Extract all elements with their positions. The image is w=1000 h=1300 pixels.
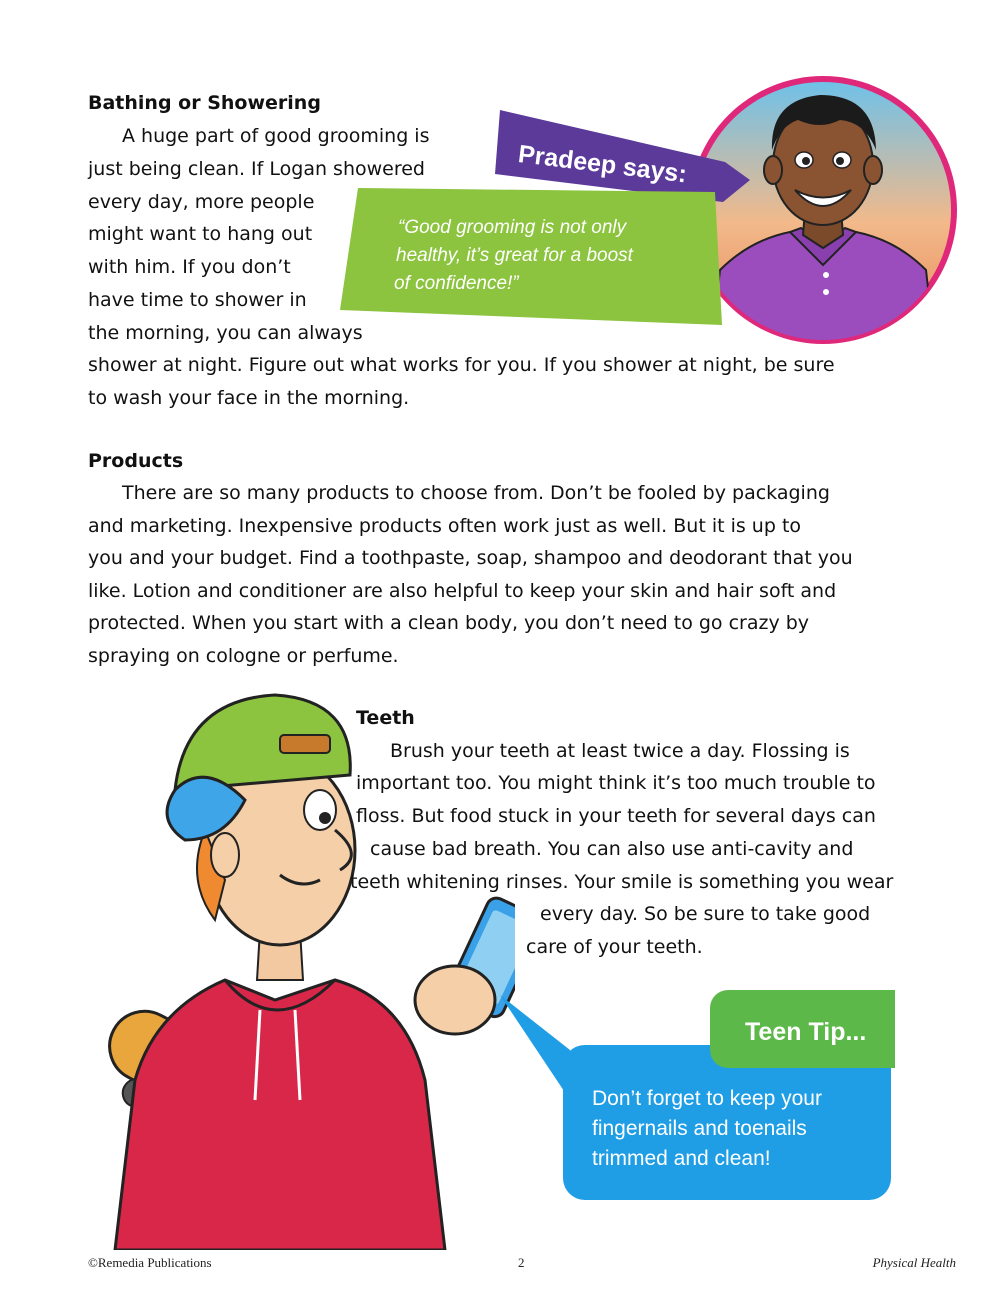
tip-line: fingernails and toenails (592, 1117, 807, 1140)
body-line: shower at night. Figure out what works for you. If you shower at night, be sure (88, 354, 835, 376)
body-line: A huge part of good grooming is (122, 125, 430, 147)
speaker-label: Pradeep says: (516, 140, 689, 189)
body-line: like. Lotion and conditioner are also helpful to keep your skin and hair soft and (88, 580, 837, 602)
footer-page-number: 2 (518, 1255, 525, 1270)
body-line: just being clean. If Logan showered (88, 158, 425, 180)
body-line: floss. But food stuck in your teeth for several days can (356, 805, 876, 827)
tip-line: Don’t forget to keep your (592, 1087, 822, 1110)
body-line: protected. When you start with a clean body, you don’t need to go crazy by (88, 612, 810, 634)
body-line: every day. So be sure to take good (540, 903, 871, 925)
body-line: the morning, you can always (88, 322, 363, 344)
body-line: spraying on cologne or perfume. (88, 645, 399, 667)
quote-line: “Good grooming is not only (398, 217, 627, 238)
tip-title: Teen Tip... (745, 1018, 867, 1046)
body-line: to wash your face in the morning. (88, 387, 410, 409)
heading-teeth: Teeth (356, 707, 415, 729)
quote-line: of confidence!” (394, 273, 519, 294)
heading-products: Products (88, 450, 184, 472)
body-line: important too. You might think it’s too much trouble to (356, 772, 876, 794)
body-line: have time to shower in (88, 289, 307, 311)
footer-publisher: ©Remedia Publications (88, 1255, 212, 1270)
body-line: you and your budget. Find a toothpaste, soap, shampoo and deodorant that you (88, 547, 853, 569)
body-line: with him. If you don’t (88, 256, 291, 278)
body-line: There are so many products to choose from. Don’t be fooled by packaging (122, 482, 830, 504)
tip-line: trimmed and clean! (592, 1147, 771, 1170)
body-line: cause bad breath. You can also use anti-cavity and (370, 838, 854, 860)
body-line: every day, more people (88, 191, 315, 213)
logan-illustration (75, 680, 515, 1250)
body-line: teeth whitening rinses. Your smile is something you wear (350, 871, 894, 893)
quote-line: healthy, it’s great for a boost (396, 245, 633, 266)
body-line: and marketing. Inexpensive products often work just as well. But it is up to (88, 515, 802, 537)
body-line: might want to hang out (88, 223, 313, 245)
footer-subject: Physical Health (872, 1255, 956, 1270)
heading-bathing: Bathing or Showering (88, 92, 321, 114)
body-line: care of your teeth. (526, 936, 703, 958)
body-line: Brush your teeth at least twice a day. Flossing is (390, 740, 850, 762)
